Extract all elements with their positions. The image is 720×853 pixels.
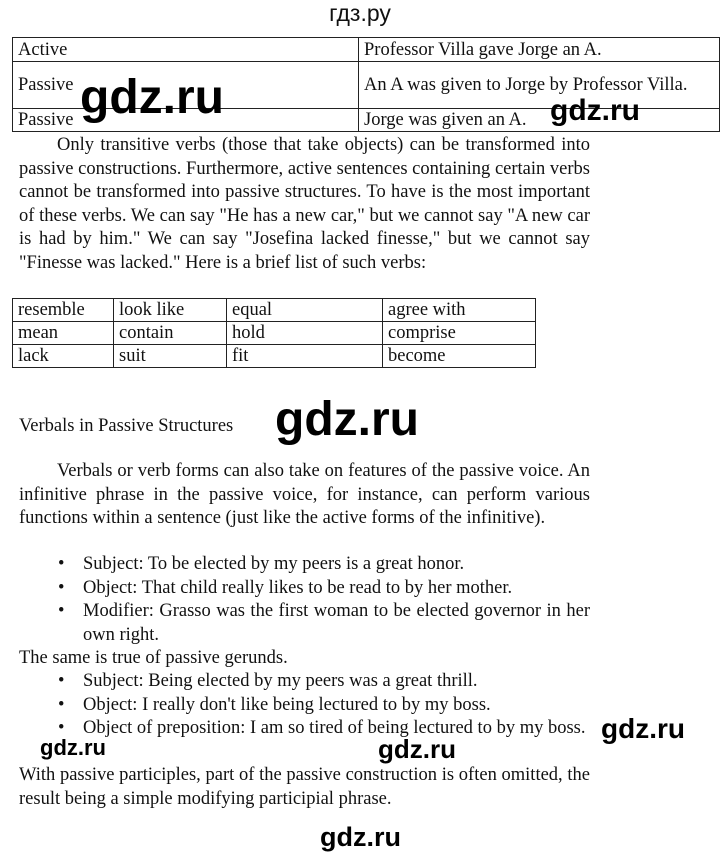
voice-example-cell: Professor Villa gave Jorge an A. xyxy=(359,38,720,62)
list-item xyxy=(58,694,590,718)
list-item xyxy=(58,717,590,741)
list-item-text: Subject: Being elected by my peers was a great thrill. xyxy=(83,671,478,691)
verb-cell: look like xyxy=(114,299,227,322)
list-item-text: Object: That child really likes to be read to by her mother. xyxy=(83,577,513,598)
verb-cell: contain xyxy=(114,322,227,345)
bullet-icon: • xyxy=(58,671,65,691)
verb-cell: comprise xyxy=(383,322,536,345)
verb-cell: hold xyxy=(227,322,383,345)
list-item xyxy=(58,600,590,647)
list-item-text: Object of preposition: I am so tired of being lectured to by my boss. xyxy=(83,718,586,739)
site-header: гдз.ру xyxy=(329,0,391,26)
list-item-text: Object: I really don't like being lectured to by my boss. xyxy=(83,694,491,715)
watermark-right-top: gdz.ru xyxy=(550,94,640,127)
watermark-bottom-center: gdz.ru xyxy=(378,734,456,764)
watermark-footer: gdz.ru xyxy=(320,822,401,852)
list-item xyxy=(58,553,590,577)
verb-cell: lack xyxy=(13,345,114,368)
verb-cell: resemble xyxy=(13,299,114,322)
list-item-text: Modifier: Grasso was the first woman to be elected governor in her own right. xyxy=(83,601,590,645)
bullet-icon: • xyxy=(58,601,65,622)
voice-label-cell: Passive xyxy=(13,62,359,109)
voice-example-cell: An A was given to Jorge by Professor Villa. xyxy=(359,62,720,109)
verb-cell: agree with xyxy=(383,299,536,322)
gerund-examples-list xyxy=(58,670,590,741)
verb-cell: become xyxy=(383,345,536,368)
section-heading: Verbals in Passive Structures xyxy=(19,416,234,436)
paragraph-verbals: Verbals or verb forms can also take on features of the passive voice. An infinitive phrase in the passive voice, for instance, can perform various functions within a sentence (just like the active forms of the infinitive). xyxy=(19,461,590,529)
voice-example-cell: Jorge was given an A. xyxy=(359,109,720,132)
verbs-list-table xyxy=(12,298,536,368)
table-row xyxy=(13,38,720,62)
verb-cell: equal xyxy=(227,299,383,322)
voice-label-cell: Active xyxy=(13,38,359,62)
watermark-bottom-left: gdz.ru xyxy=(40,735,106,760)
bullet-icon: • xyxy=(58,554,65,574)
bullet-icon: • xyxy=(58,577,65,598)
list-item xyxy=(58,670,590,694)
list-item xyxy=(58,577,590,601)
infinitive-examples-list xyxy=(58,553,590,647)
paragraph-participles: With passive participles, part of the passive construction is often omitted, the result being a simple modifying participial phrase. xyxy=(19,765,590,809)
voice-label-cell: Passive xyxy=(13,109,359,132)
verb-cell: suit xyxy=(114,345,227,368)
bullet-icon: • xyxy=(58,694,65,715)
verb-cell: fit xyxy=(227,345,383,368)
bullet-icon: • xyxy=(58,718,65,739)
gerund-intro: The same is true of passive gerunds. xyxy=(19,648,288,668)
list-item-text: Subject: To be elected by my peers is a great honor. xyxy=(83,554,465,574)
table-row xyxy=(13,345,536,368)
watermark-bottom-right: gdz.ru xyxy=(601,713,685,744)
paragraph-transitive-verbs: Only transitive verbs (those that take objects) can be transformed into passive constructions. Furthermore, active sentences containing certain verbs cannot be transformed into passive structures. To have is the most important of these verbs. We can say "He has a new car," but we cannot say "A new car is had by him." We can say "Josefina lacked finesse," but we cannot say "Finesse was lacked." Here is a brief list of such verbs: xyxy=(19,135,590,273)
verb-cell: mean xyxy=(13,322,114,345)
watermark-middle: gdz.ru xyxy=(275,393,419,446)
watermark-large-top: gdz.ru xyxy=(80,71,224,124)
table-row xyxy=(13,299,536,322)
table-row xyxy=(13,322,536,345)
